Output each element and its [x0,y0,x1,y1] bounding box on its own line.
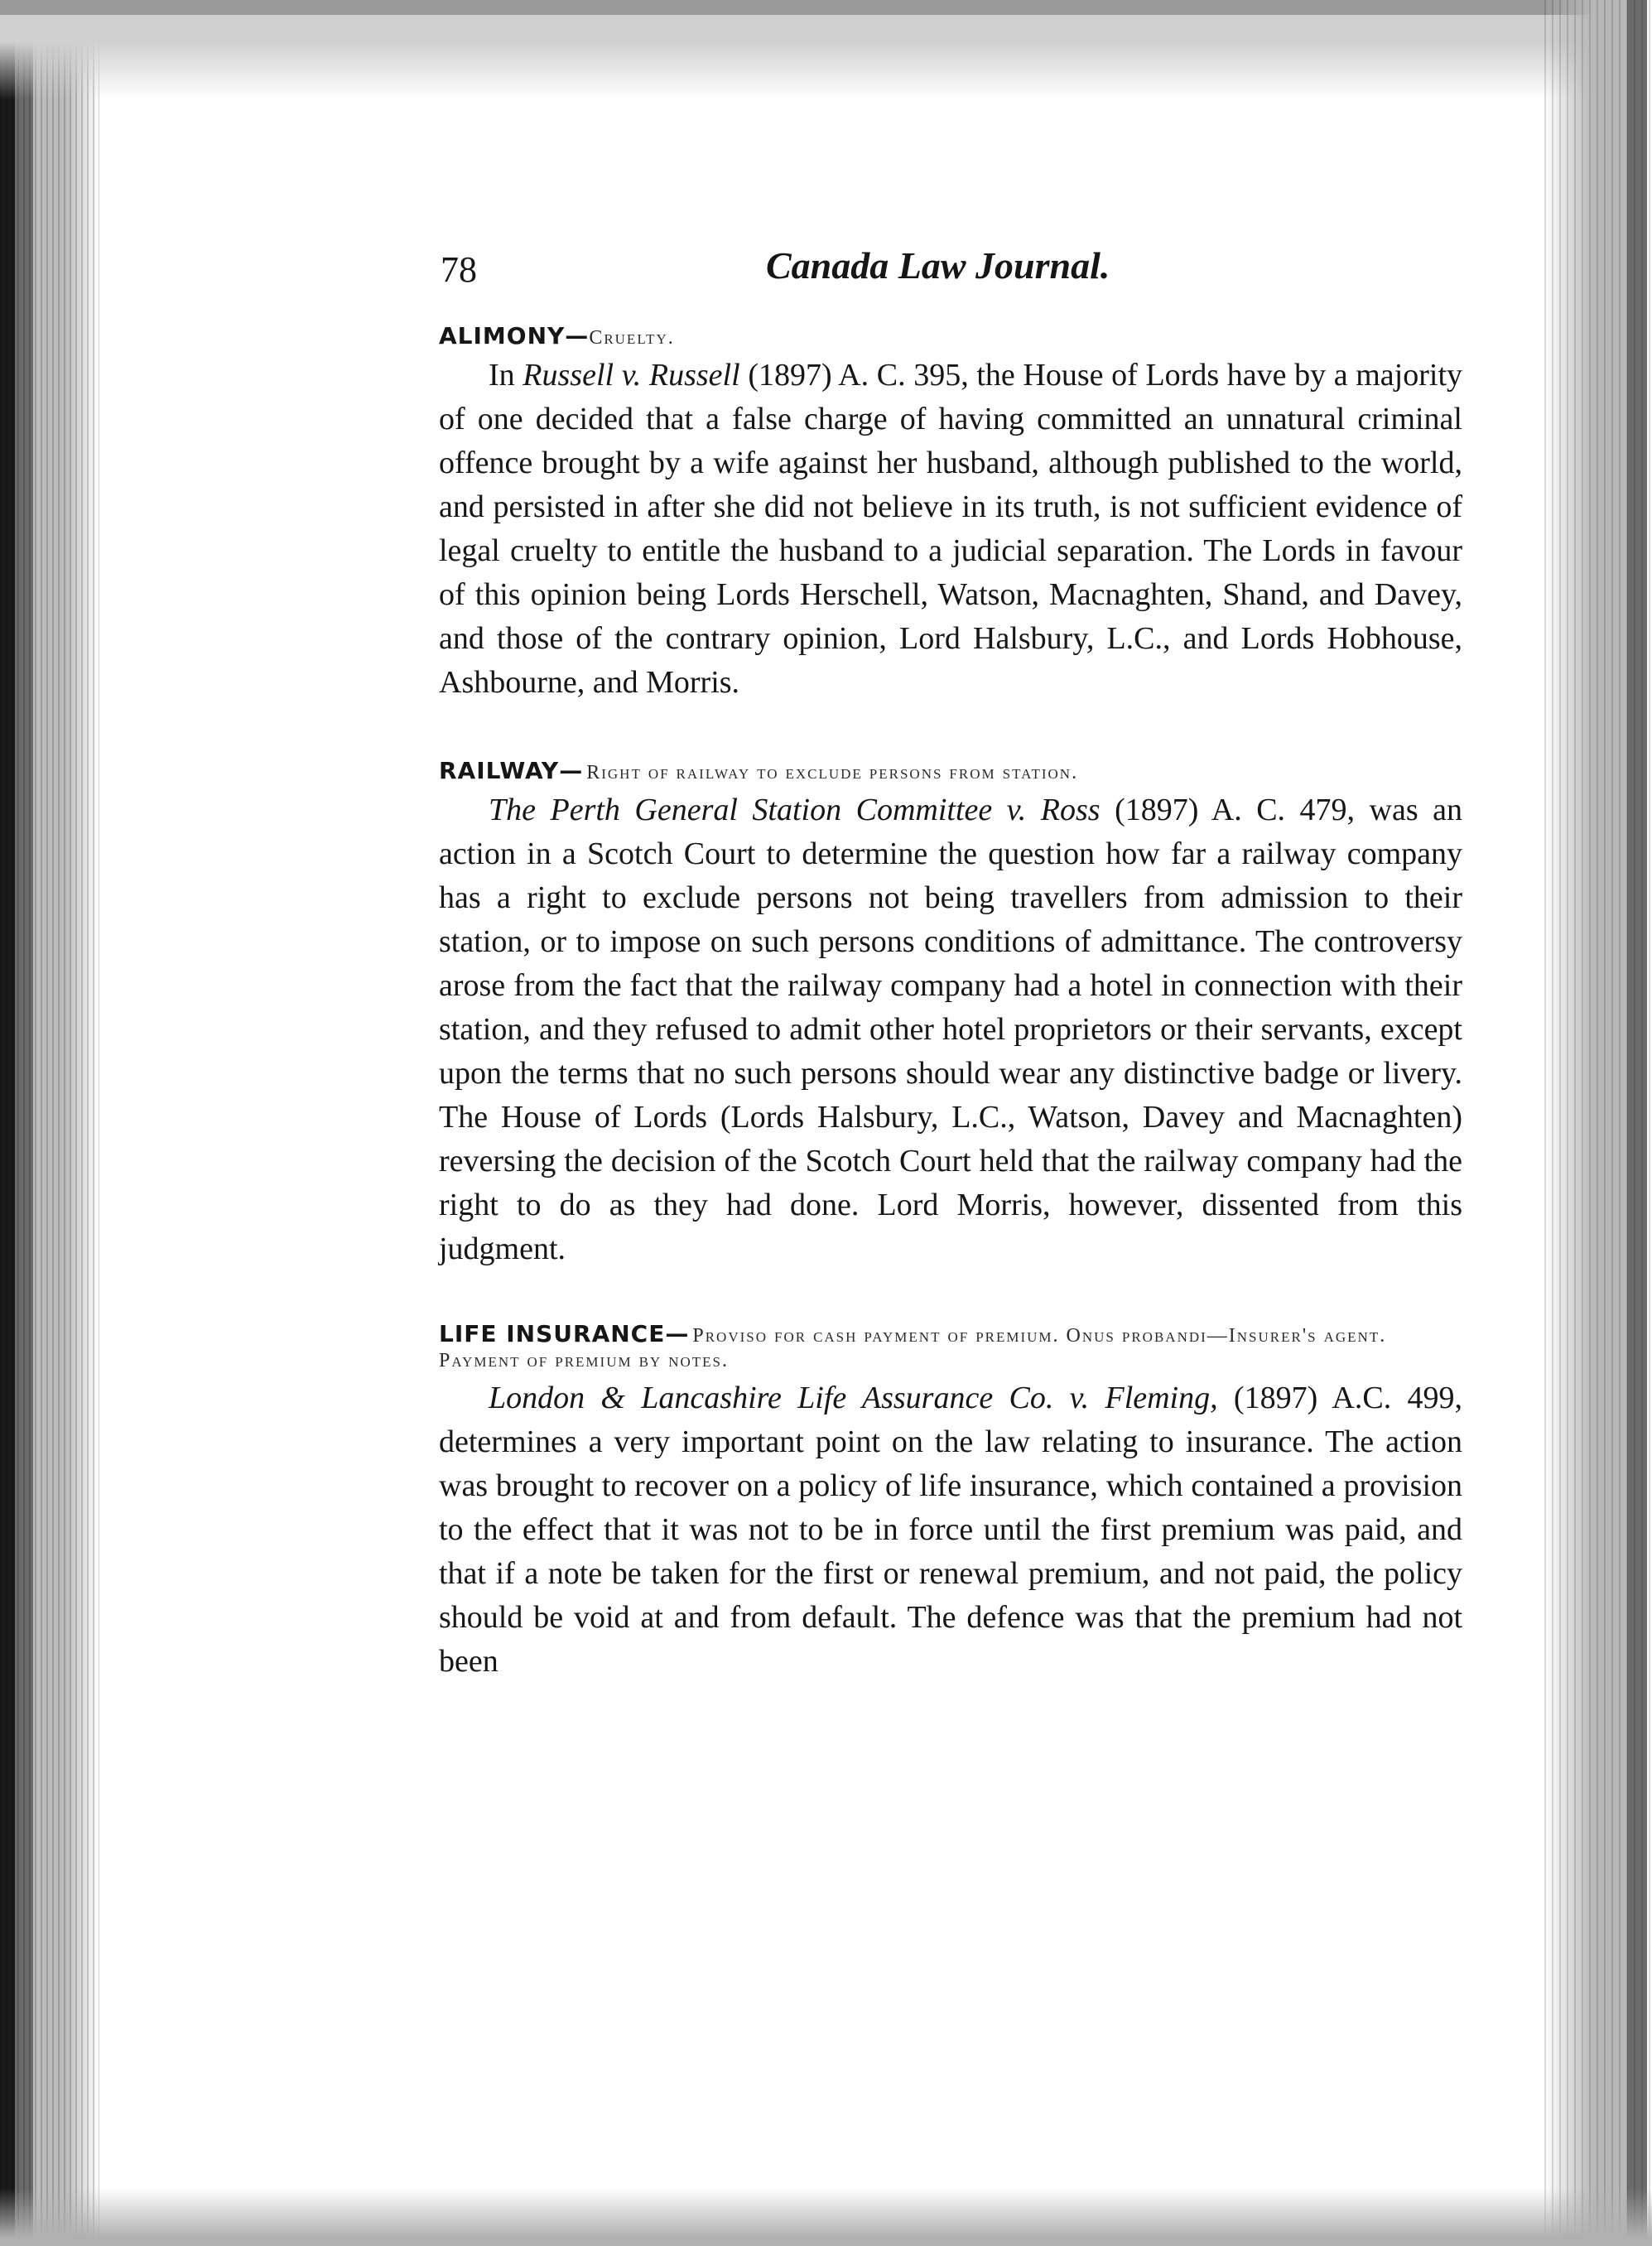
case-name: London & Lancashire Life Assurance Co. v. Fleming, [489,1381,1218,1415]
journal-page [439,240,1462,1684]
paragraph-text: (1897) A. C. 395, the House of Lords have by a majority of one decided that a false charge of having committed an unnatural criminal offence brought by a wife against her husband, although published to the world, and persisted in after she did not believe in its truth, is not sufficient evidence of legal cruelty to entitle the husband to a judicial separation. The Lords in favour of this opinion being Lords Herschell, Watson, Macnaghten, Shand, and Davey, and those of the contrary opinion, Lord Halsbury, L.C., and Lords Hobhouse, Ashbourne, and Morris. [439,358,1463,700]
heading-title: LIFE INSURANCE— [439,1320,690,1347]
section-paragraph: In Russell v. Russell (1897) A. C. 395, the House of Lords have by a majority of one decided that a false charge of having committed an unnatural criminal offence brought by a wife against her husband, although published to the world, and persisted in after she did not believe in its truth, is not sufficient evidence of legal cruelty to entitle the husband to a judicial separation. The Lords in favour of this opinion being Lords Herschell, Watson, Macnaghten, Shand, and Davey, and those of the contrary opinion, Lord Halsbury, L.C., and Lords Hobhouse, Ashbourne, and Morris. [439,358,1463,700]
heading-subtitle: Cruelty. [589,327,675,349]
running-head [439,240,1462,306]
heading-subtitle: Proviso for cash payment of premium. Onus probandi—Insurer's agent. Payment of premium by notes. [439,1325,1387,1371]
case-name: The Perth General Station Committee v. Ross [489,793,1101,827]
section-heading [439,756,1462,785]
paragraph-text: (1897) A.C. 499, determines a very important point on the law relating to insurance. The action was brought to recover on a policy of life insurance, which contained a provision to the effect that it was not to be in force until the first premium was paid, and that if a note be taken for the first or renewal premium, and not paid, the policy should be void at and from default. The defence was that the premium had not been [439,1381,1463,1679]
heading-title: ALIMONY— [439,322,590,349]
section-railway [439,756,1462,1271]
heading-title: RAILWAY— [439,757,584,784]
scan-edge-right [1544,0,1652,2246]
section-paragraph [439,788,1462,1271]
scan-edge-left [0,0,99,2246]
section-heading [439,1319,1462,1373]
section-alimony [439,321,1462,705]
case-name: Russell v. Russell [523,358,740,393]
scan-edge-bottom [0,2188,1652,2246]
heading-subtitle: Right of railway to exclude persons from station. [586,762,1079,783]
paragraph-text: (1897) A. C. 479, was an action in a Scotch Court to determine the question how far a railway company has a right to exclude persons not being travellers from admission to their station, or to impose on such persons conditions of admittance. The controversy arose from the fact that the railway company had a hotel in connection with their station, and they refused to admit other hotel proprietors or their servants, except upon the terms that no such persons should wear any distinctive badge or livery. The House of Lords (Lords Halsbury, L.C., Watson, Davey and Macnaghten) reversing the decision of the Scotch Court held that the railway company had the right to do as they had done. Lord Morris, however, dissented from this judgment. [439,793,1462,1266]
section-life-insurance [439,1319,1462,1684]
page-number: 78 [441,249,477,290]
section-paragraph [439,1376,1462,1684]
scan-edge-top [0,0,1652,99]
section-heading [439,321,1462,350]
journal-title: Canada Law Journal. [766,244,1110,287]
